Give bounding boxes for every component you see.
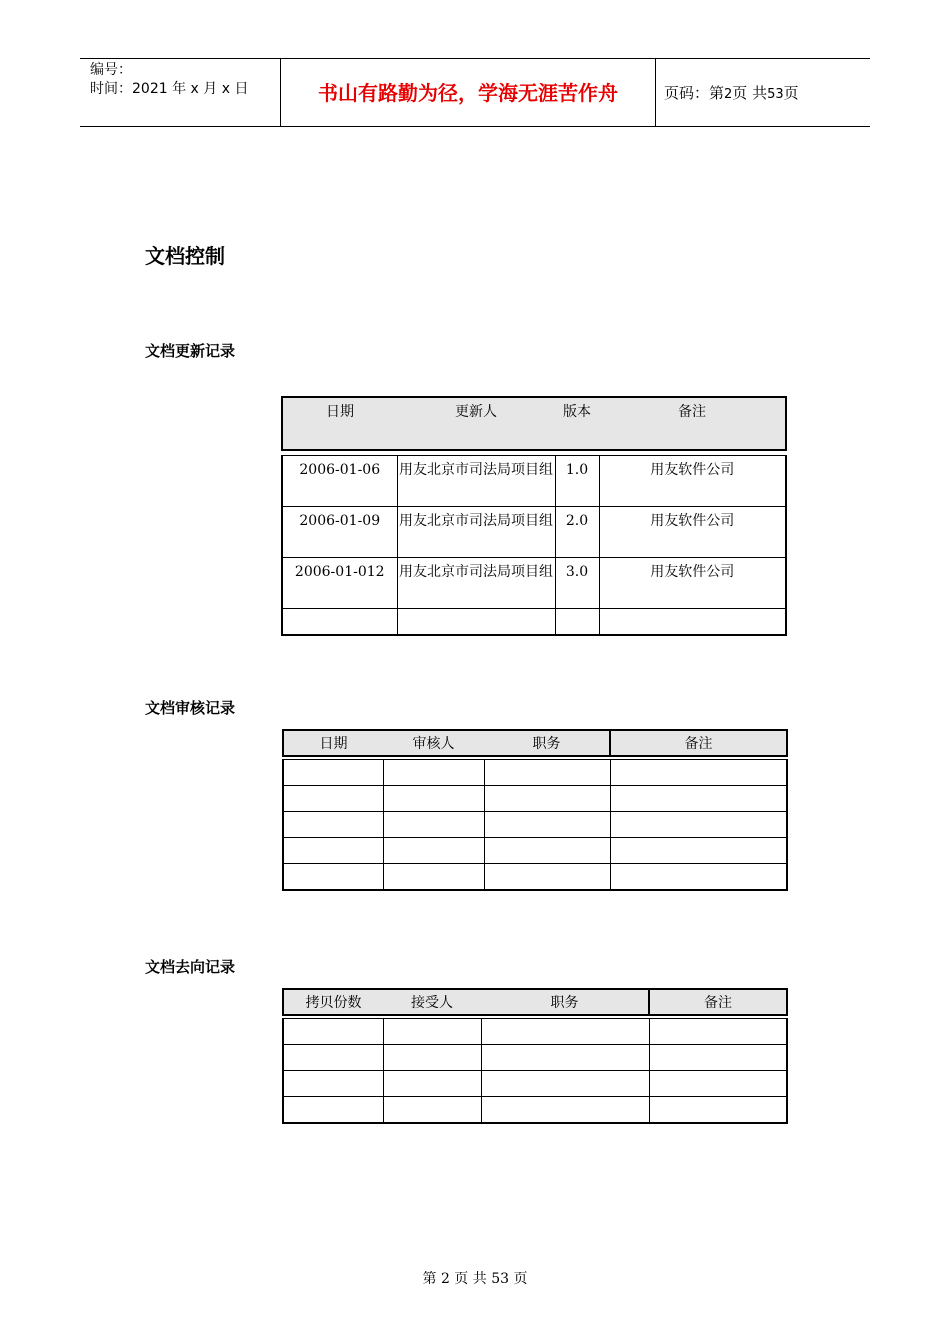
table-row xyxy=(283,864,787,890)
table-row xyxy=(283,838,787,864)
table-row xyxy=(282,558,786,609)
page-footer: 第 2 页 共 53 页 xyxy=(422,1271,528,1287)
header-cell-date: 日期 xyxy=(282,397,397,450)
header-cell-note: 备注 xyxy=(649,989,787,1015)
table-header-row xyxy=(283,730,787,756)
header-meta xyxy=(90,61,248,99)
update-record-table xyxy=(281,396,787,636)
number-label: 编号： xyxy=(90,62,132,78)
distribution-section-title: 文档去向记录 xyxy=(145,958,236,976)
cell-version: 2.0 xyxy=(555,507,599,558)
table-row xyxy=(282,507,786,558)
table-row xyxy=(283,812,787,838)
header-cell-note: 备注 xyxy=(599,397,786,450)
header-cell-title: 职务 xyxy=(481,989,649,1015)
header-cell-title: 职务 xyxy=(484,730,610,756)
page-number: 2 xyxy=(724,87,733,102)
cell-date: 2006-01-06 xyxy=(282,456,397,507)
distribution-record-table xyxy=(282,988,788,1124)
cell-person: 用友北京市司法局项目组 xyxy=(397,456,555,507)
document-title: 文档控制 xyxy=(145,244,225,268)
header-cell-reviewer: 审核人 xyxy=(383,730,484,756)
header-cell-note: 备注 xyxy=(610,730,787,756)
table-header-row xyxy=(283,989,787,1015)
header-divider xyxy=(655,59,656,126)
cell-note: 用友软件公司 xyxy=(599,507,786,558)
header-cell-version: 版本 xyxy=(555,397,599,450)
table-row xyxy=(283,1071,787,1097)
table-header-row xyxy=(282,397,786,450)
page-mid: 页 共 xyxy=(732,84,768,102)
time-label: 时间：2021 年 x 月 x 日 xyxy=(90,81,249,97)
cell-date: 2006-01-012 xyxy=(282,558,397,609)
page-header xyxy=(80,58,870,127)
table-row-empty xyxy=(282,609,786,635)
page-suffix: 页 xyxy=(783,84,799,102)
header-page-info xyxy=(664,83,799,105)
header-cell-copies: 拷贝份数 xyxy=(283,989,383,1015)
page-prefix: 页码：第 xyxy=(664,84,725,102)
cell-version: 3.0 xyxy=(555,558,599,609)
cell-date: 2006-01-09 xyxy=(282,507,397,558)
page-total: 53 xyxy=(767,87,784,102)
cell-person: 用友北京市司法局项目组 xyxy=(397,507,555,558)
table-row xyxy=(283,760,787,786)
review-section-title: 文档审核记录 xyxy=(145,699,236,717)
review-record-table xyxy=(282,729,788,891)
header-cell-recipient: 接受人 xyxy=(383,989,481,1015)
update-section-title: 文档更新记录 xyxy=(145,342,236,360)
cell-note: 用友软件公司 xyxy=(599,558,786,609)
header-cell-date: 日期 xyxy=(283,730,383,756)
cell-person: 用友北京市司法局项目组 xyxy=(397,558,555,609)
table-row xyxy=(283,1097,787,1123)
table-row xyxy=(283,1019,787,1045)
header-cell-person: 更新人 xyxy=(397,397,555,450)
table-row xyxy=(283,786,787,812)
table-row xyxy=(282,456,786,507)
cell-version: 1.0 xyxy=(555,456,599,507)
cell-note: 用友软件公司 xyxy=(599,456,786,507)
header-motto: 书山有路勤为径，学海无涯苦作舟 xyxy=(318,81,618,105)
table-row xyxy=(283,1045,787,1071)
